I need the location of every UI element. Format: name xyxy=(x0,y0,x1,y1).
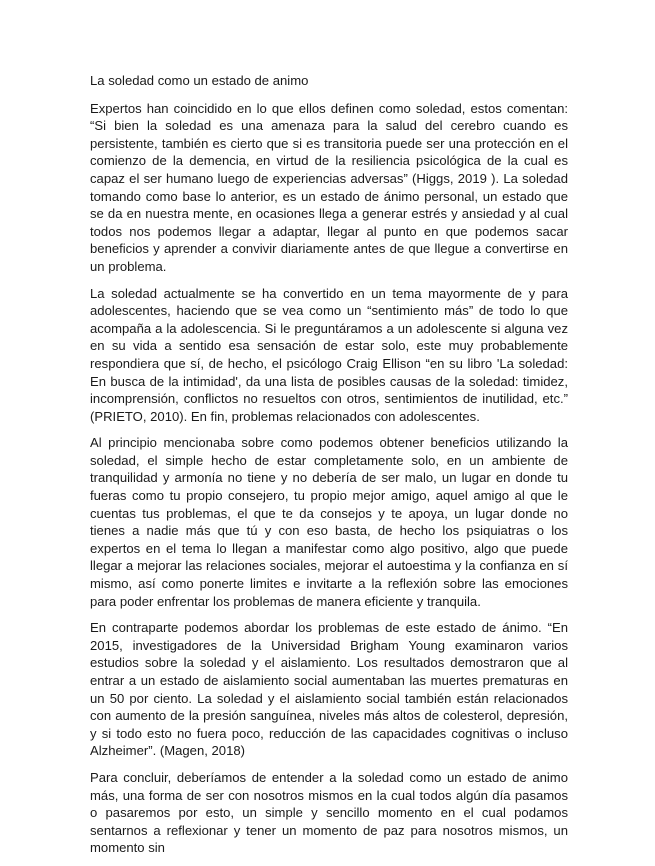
paragraph-conclusion: Para concluir, deberíamos de entender a la soledad como un estado de animo más, una forma de ser con nosotros mismos en la cual todos algún día pasamos o pasaremos por esto, un simple y sencillo momento en el cual podamos sentarnos a reflexionar y tener un momento de paz para nosotros mismos, un momento sin xyxy=(90,769,568,856)
paragraph-benefits: Al principio mencionaba sobre como podemos obtener beneficios utilizando la soledad, el simple hecho de estar completamente solo, en un ambiente de tranquilidad y armonía no tiene y no debería de ser malo, un lugar en donde tu fueras como tu propio consejero, tu propio mejor amigo, aquel amigo al que le cuentas tus problemas, el que te da consejos y te apoya, un lugar donde no tienes a nadie más que tú y con eso basta, de hecho los psiquiatras o los expertos en el tema lo llegan a manifestar como algo positivo, algo que puede llegar a mejorar las relaciones sociales, mejorar el autoestima y la confianza en sí mismo, así como ponerte limites e invitarte a la reflexión sobre las emociones para poder enfrentar los problemas de manera eficiente y tranquila. xyxy=(90,435,568,609)
paragraph-definition: Expertos han coincidido en lo que ellos definen como soledad, estos comentan: “Si bien la soledad es una amenaza para la salud del cerebro cuando es persistente, también es cierto que si es transitoria puede ser una protección en el comienzo de la demencia, en virtud de la resiliencia psicológica de la cual es capaz el ser humano luego de experiencias adversas” (Higgs, 2019 ). La soledad tomando como base lo anterior, es un estado de ánimo personal, un estado que se da en nuestra mente, en ocasiones llega a generar estrés y ansiedad y al cual todos nos podemos llegar a adaptar, llegar al punto en que podemos sacar beneficios y aprender a convivir diariamente antes de que llegue a convertirse en un problema. xyxy=(90,100,568,274)
document-title: La soledad como un estado de animo xyxy=(90,73,309,88)
paragraph-adolescents: La soledad actualmente se ha convertido en un tema mayormente de y para adolescentes, haciendo que se vea como un “sentimiento más” de todo lo que acompaña a la adolescencia. Si le preguntáramos a un adolescente si alguna vez en su vida a sentido esa sensación de estar solo, este muy probablemente respondiera que sí, de hecho, el psicólogo Craig Ellison “en su libro 'La soledad: En busca de la intimidad', da una lista de posibles causas de la soledad: timidez, incomprensión, conflictos no resueltos con otros, sentimientos de inutilidad, etc.” (PRIETO, 2010). En fin, problemas relacionados con adolescentes. xyxy=(90,285,568,424)
document-body xyxy=(90,72,568,866)
paragraph-problems: En contraparte podemos abordar los problemas de este estado de ánimo. “En 2015, investigadores de la Universidad Brigham Young examinaron varios estudios sobre la soledad y el aislamiento. Los resultados demostraron que al entrar a un estado de aislamiento social aumentaban las muertes prematuras en un 50 por ciento. La soledad y el aislamiento social también están relacionados con aumento de la presión sanguínea, niveles más altos de colesterol, depresión, y si todo esto no fuera poco, reducción de las capacidades cognitivas o incluso Alzheimer”. (Magen, 2018) xyxy=(90,620,568,759)
